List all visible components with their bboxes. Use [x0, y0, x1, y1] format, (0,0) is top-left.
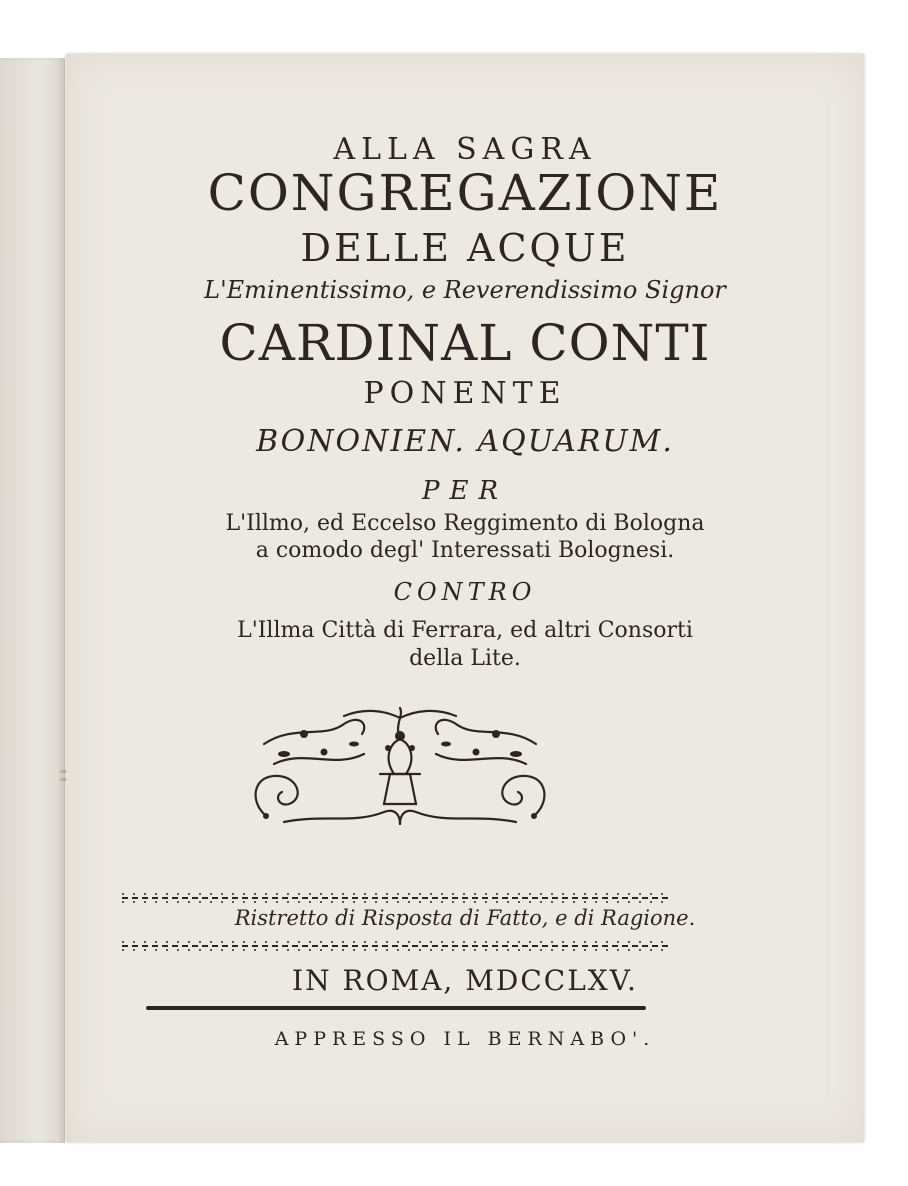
title-line-interessati: a comodo degl' Interessati Bolognesi.	[255, 538, 675, 563]
title-line-per: PER	[421, 476, 509, 506]
title-page	[66, 54, 864, 1142]
title-line-alla-sagra: ALLA SAGRA	[333, 132, 597, 167]
imprint-divider	[146, 1006, 646, 1010]
title-line-contro: CONTRO	[393, 578, 537, 606]
fleuron-border-top-icon	[122, 892, 670, 904]
subtitle-ristretto: Ristretto di Risposta di Fatto, e di Ragione.	[234, 906, 696, 930]
title-line-reggimento: L'Illmo, ed Eccelso Reggimento di Bologna	[225, 511, 705, 536]
title-line-ponente: PONENTE	[363, 376, 567, 411]
title-line-delle-acque: DELLE ACQUE	[300, 226, 630, 270]
title-line-eminentissimo: L'Eminentissimo, e Reverendissimo Signor	[204, 276, 726, 304]
title-line-della-lite: della Lite.	[409, 646, 521, 671]
fleuron-border-bottom-icon	[122, 940, 670, 952]
title-line-cardinal-conti: CARDINAL CONTI	[219, 314, 711, 372]
imprint-place-date: IN ROMA, MDCCLXV.	[292, 964, 638, 997]
title-line-ferrara: L'Illma Città di Ferrara, ed altri Consorti	[237, 618, 693, 643]
floral-vase-vignette-icon	[244, 704, 556, 834]
left-page-edge	[0, 58, 65, 1143]
imprint-printer: APPRESSO IL BERNABO'.	[274, 1028, 656, 1050]
title-line-congregazione: CONGREGAZIONE	[207, 164, 723, 222]
title-line-bononien: BONONIEN. AQUARUM.	[256, 424, 674, 459]
